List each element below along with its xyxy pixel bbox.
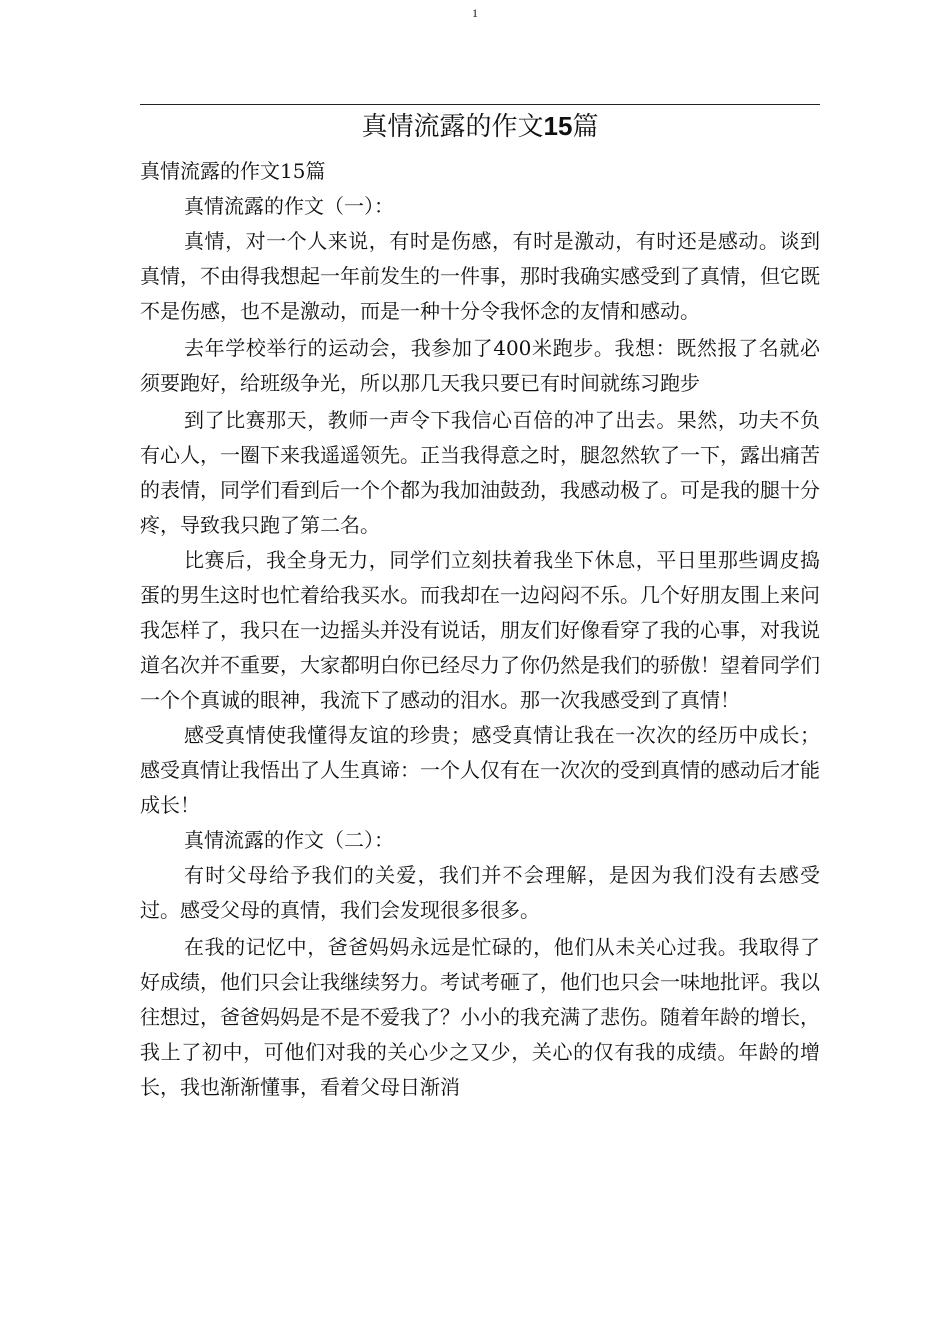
body-paragraph: 到了比赛那天，教师一声令下我信心百倍的冲了出去。果然，功夫不负有心人，一圈下来我遥遥领先。正当我得意之时，腿忽然软了一下，露出痛苦的表情，同学们看到后一个个都为我加油鼓劲，我感动极了。可是我的腿十分疼，导致我只跑了第二名。	[140, 408, 820, 537]
subtitle-paragraph: 真情流露的作文15篇	[140, 159, 326, 183]
body-paragraph: 有时父母给予我们的关爱，我们并不会理解，是因为我们没有去感受过。感受父母的真情，我们会发现很多很多。	[140, 863, 820, 922]
header-divider	[140, 104, 820, 105]
document-title	[140, 108, 820, 145]
section-heading-2: 真情流露的作文（二）：	[184, 828, 394, 852]
section-heading-1: 真情流露的作文（一）：	[184, 194, 394, 218]
body-paragraph: 感受真情使我懂得友谊的珍贵；感受真情让我在一次次的经历中成长；感受真情让我悟出了人生真谛：一个人仅有在一次次的受到真情的感动后才能成长！	[140, 723, 820, 817]
body-paragraph: 真情，对一个人来说，有时是伤感，有时是激动，有时还是感动。谈到真情，不由得我想起一年前发生的一件事，那时我确实感受到了真情，但它既不是伤感，也不是激动，而是一种十分令我怀念的友情和感动。	[140, 229, 820, 323]
title-number: 15	[543, 111, 573, 141]
title-suffix: 篇	[572, 112, 599, 142]
body-paragraph: 比赛后，我全身无力，同学们立刻扶着我坐下休息，平日里那些调皮捣蛋的男生这时也忙着给我买水。而我却在一边闷闷不乐。几个好朋友围上来问我怎样了，我只在一边摇头并没有说话，朋友们好像看穿了我的心事，对我说道名次并不重要，大家都明白你已经尽力了你仍然是我们的骄傲！望着同学们一个个真诚的眼神，我流下了感动的泪水。那一次我感受到了真情！	[140, 548, 820, 712]
document-body	[140, 154, 820, 1105]
title-text: 真情流露的作文	[361, 112, 544, 142]
body-paragraph: 去年学校举行的运动会，我参加了400米跑步。我想：既然报了名就必须要跑好，给班级争光，所以那几天我只要已有时间就练习跑步	[140, 336, 820, 395]
page-number: 1	[472, 6, 478, 20]
body-paragraph: 在我的记忆中，爸爸妈妈永远是忙碌的，他们从未关心过我。我取得了好成绩，他们只会让我继续努力。考试考砸了，他们也只会一味地批评。我以往想过，爸爸妈妈是不是不爱我了？小小的我充满了悲伤。随着年龄的增长，我上了初中，可他们对我的关心少之又少，关心的仅有我的成绩。年龄的增长，我也渐渐懂事，看着父母日渐消	[140, 935, 820, 1099]
